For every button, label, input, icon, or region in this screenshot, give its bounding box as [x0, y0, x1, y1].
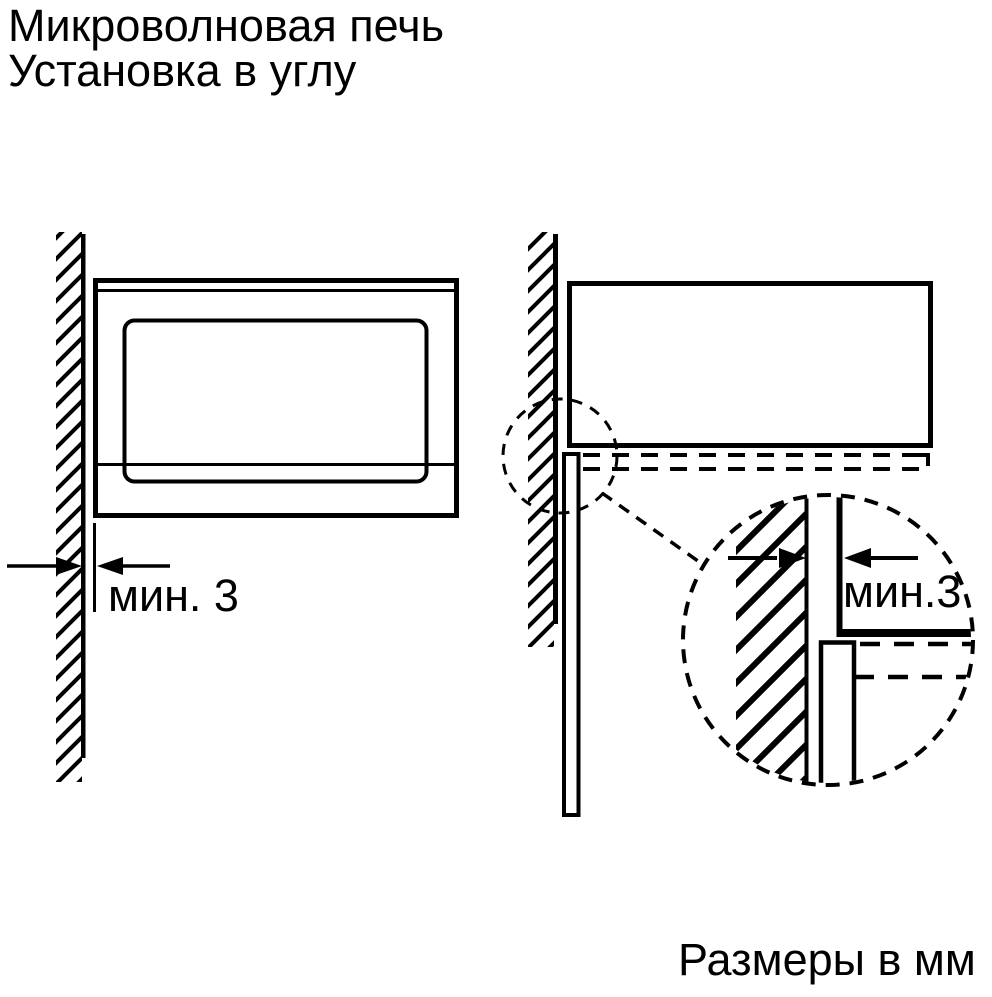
- side-view-diagram: [503, 232, 931, 815]
- left-wall-hatching: [56, 232, 86, 782]
- detail-magnified-view: [683, 494, 977, 788]
- detail-open-door: [821, 643, 854, 788]
- right-wall-surface-line: [553, 234, 558, 624]
- microwave-open-door: [564, 454, 579, 815]
- side-view-dashed-lines: [583, 455, 928, 469]
- microwave-side-body: [570, 284, 931, 446]
- page-title-line-2: Установка в углу: [8, 45, 357, 96]
- left-wall-surface-line: [81, 234, 86, 758]
- detail-right-arrowhead-icon: [844, 548, 871, 568]
- microwave-front-view: [95, 281, 457, 516]
- units-note: Размеры в мм: [678, 934, 976, 985]
- detail-wall-surface-line: [805, 494, 809, 786]
- side-dashed-line-corner: [918, 455, 928, 466]
- detail-content: [728, 494, 977, 788]
- front-gap-dimension-label: мин. 3: [108, 570, 239, 621]
- detail-gap-dimension-label: мин.3: [843, 566, 962, 617]
- detail-oven-bottom-line: [837, 629, 977, 637]
- page-title-line-1: Микроволновая печь: [8, 0, 445, 51]
- detail-wall-hatch-band: [736, 494, 806, 786]
- detail-leader-line: [602, 493, 705, 566]
- right-wall-hatch-band: [528, 232, 554, 647]
- front-view-diagram: [7, 232, 457, 782]
- front-gap-dimension: [7, 523, 239, 621]
- detail-oven-side-line: [837, 494, 843, 636]
- left-wall-hatch-band: [56, 232, 82, 782]
- right-wall-hatching: [528, 232, 558, 647]
